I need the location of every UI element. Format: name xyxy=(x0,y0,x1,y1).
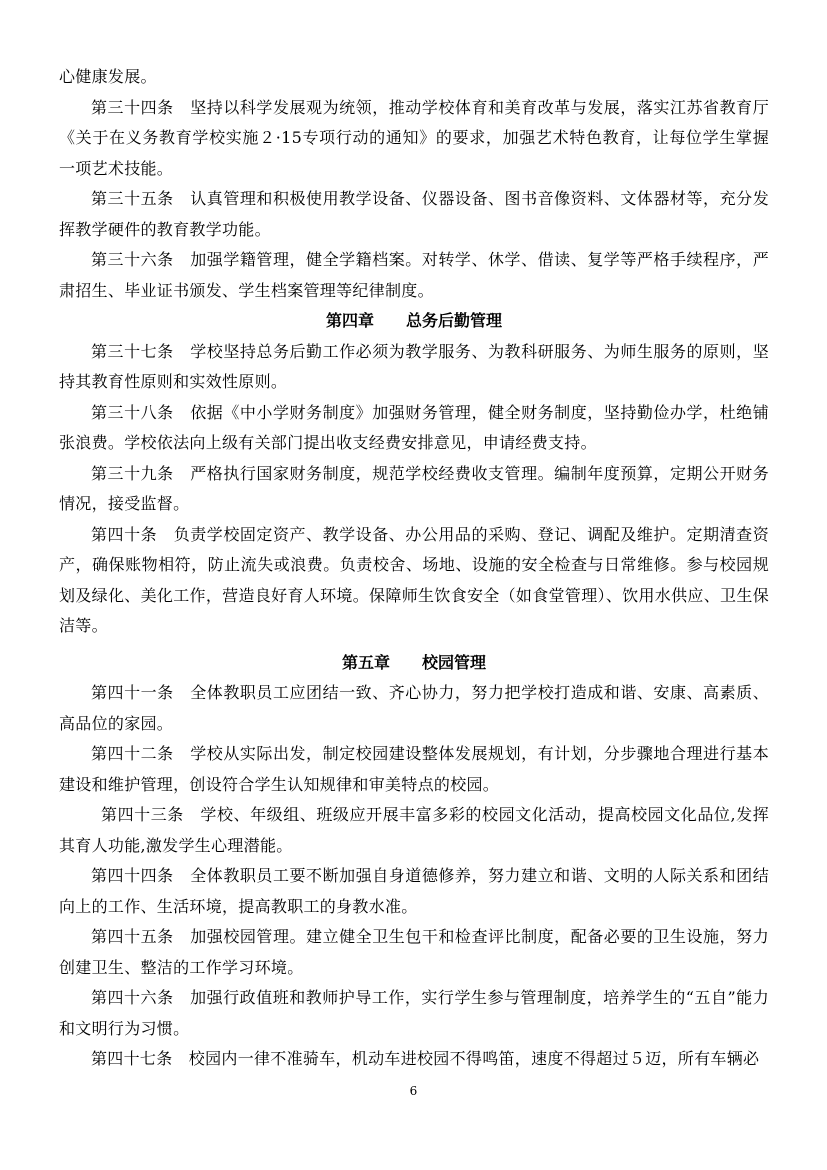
chapter-4-heading: 第四章 总务后勤管理 xyxy=(325,311,502,330)
article-34: 第三十四条 坚持以科学发展观为统领，推动学校体育和美育改革与发展，落实江苏省教育厅《关于在义务教育学校实施２·15专项行动的通知》的要求，加强艺术特色教育，让每位学生掌握一项艺术技能。 xyxy=(59,97,769,178)
article-35: 第三十五条 认真管理和积极使用教学设备、仪器设备、图书音像资料、文体器材等，充分发挥教学硬件的教育教学功能。 xyxy=(59,189,769,239)
article-41: 第四十一条 全体教职员工应团结一致、齐心协力，努力把学校打造成和谐、安康、高素质、高品位的家园。 xyxy=(59,683,769,733)
chapter-5-heading: 第五章 校园管理 xyxy=(341,652,486,672)
article-40: 第四十条 负责学校固定资产、教学设备、办公用品的采购、登记、调配及维护。定期清查资产，确保账物相符，防止流失或浪费。负责校舍、场地、设施的安全检查与日常维修。参与校园规划及绿化、美化工作，营造良好育人环境。保障师生饮食安全（如食堂管理）、饮用水供应、卫生保洁等。 xyxy=(59,524,769,635)
article-45: 第四十五条 加强校园管理。建立健全卫生包干和检查评比制度，配备必要的卫生设施，努力创建卫生、整洁的工作学习环境。 xyxy=(59,927,769,977)
article-42: 第四十二条 学校从实际出发，制定校园建设整体发展规划，有计划，分步骤地合理进行基本建设和维护管理，创设符合学生认知规律和审美特点的校园。 xyxy=(59,744,769,794)
article-36: 第三十六条 加强学籍管理，健全学籍档案。对转学、休学、借读、复学等严格手续程序，严肃招生、毕业证书颁发、学生档案管理等纪律制度。 xyxy=(59,250,769,300)
article-37: 第三十七条 学校坚持总务后勤工作必须为教学服务、为教科研服务、为师生服务的原则，坚持其教育性原则和实效性原则。 xyxy=(59,341,769,391)
article-43: 第四十三条 学校、年级组、班级应开展丰富多彩的校园文化活动，提高校园文化品位,发挥其育人功能,激发学生心理潜能。 xyxy=(59,805,769,855)
paragraph-continuation: 心健康发展。 xyxy=(59,67,157,86)
page-content xyxy=(59,62,769,1075)
article-38: 第三十八条 依据《中小学财务制度》加强财务管理，健全财务制度，坚持勤俭办学，杜绝铺张浪费。学校依法向上级有关部门提出收支经费安排意见，申请经费支持。 xyxy=(59,402,769,452)
article-44: 第四十四条 全体教职员工要不断加强自身道德修养，努力建立和谐、文明的人际关系和团结向上的工作、生活环境，提高教职工的身教水准。 xyxy=(59,866,769,916)
page-number: 6 xyxy=(409,1084,418,1098)
article-47: 第四十七条 校园内一律不准骑车，机动车进校园不得鸣笛，速度不得超过５迈，所有车辆必 xyxy=(91,1049,760,1068)
article-39: 第三十九条 严格执行国家财务制度，规范学校经费收支管理。编制年度预算，定期公开财务情况，接受监督。 xyxy=(59,463,769,513)
article-46: 第四十六条 加强行政值班和教师护导工作，实行学生参与管理制度，培养学生的“五自”能力和文明行为习惯。 xyxy=(59,988,769,1038)
